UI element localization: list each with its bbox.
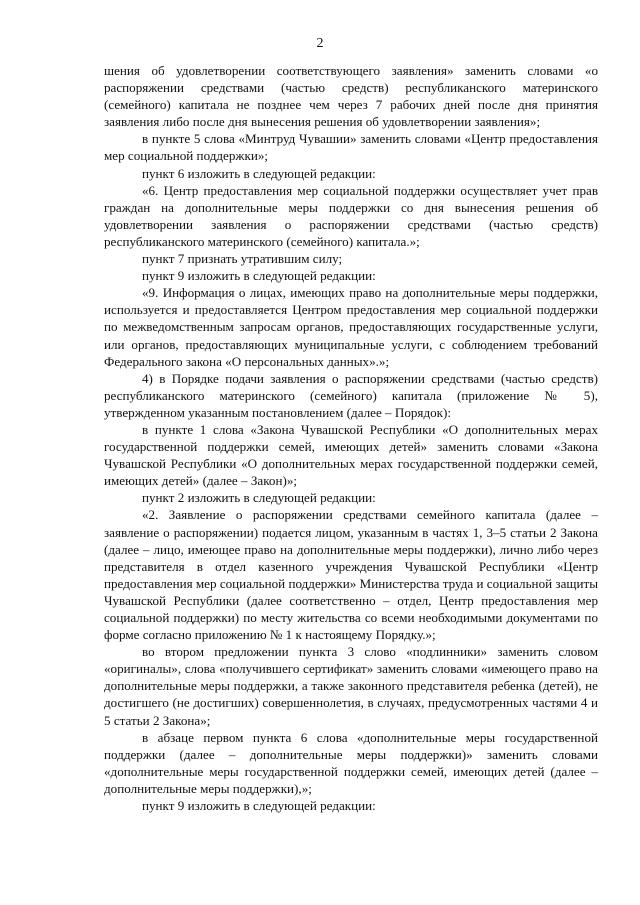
paragraph: пункт 9 изложить в следующей редакции: <box>142 268 376 284</box>
paragraph: «9. Информация о лицах, имеющих право на дополнительные меры поддержки, используется и предоставляется Центром предоставления мер социальной поддержки по межведомственным запросам органов, предоставляющих государственные услуги, или органов, предоставляющих муниципальные услуги, с соблюдением требований Федерального закона «О персональных данных».»; <box>104 285 598 369</box>
page-number: 2 <box>316 36 324 51</box>
paragraph: пункт 2 изложить в следующей редакции: <box>142 490 376 506</box>
paragraph: пункт 6 изложить в следующей редакции: <box>142 165 376 181</box>
paragraph: пункт 9 изложить в следующей редакции: <box>142 798 376 814</box>
document-body <box>104 62 598 814</box>
paragraph: во втором предложении пункта 3 слово «подлинники» заменить словом «оригиналы», слова «получившего сертификат» заменить словами «имеющего право на дополнительные меры поддержки, а также законного представителя ребенка (детей), не достигшего (не достигших) совершеннолетия, в случаях, предусмотренных частями 4 и 5 статьи 2 Закона»; <box>104 644 598 728</box>
paragraph: пункт 7 признать утратившим силу; <box>142 251 343 267</box>
paragraph: шения об удовлетворении соответствующего заявления» заменить словами «о распоряжении средствами (частью средств) республиканского материнского (семейного) капитала не позднее чем через 7 рабочих дней после дня принятия заявления либо после дня вынесения решения об удовлетворении заявления»; <box>104 63 598 130</box>
paragraph: в пункте 5 слова «Минтруд Чувашии» заменить словами «Центр предоставления мер социальной поддержки»; <box>104 131 598 164</box>
paragraph: в пункте 1 слова «Закона Чувашской Республики «О дополнительных мерах государственной поддержки семей, имеющих детей» заменить словами «Закона Чувашской Республики «О дополнительных мерах государственной поддержки семей, имеющих детей» (далее – Закон)»; <box>104 421 598 489</box>
paragraph: 4) в Порядке подачи заявления о распоряжении средствами (частью средств) республиканского материнского (семейного) капитала (приложение № 5), утвержденном указанным постановлением (далее – Порядок): <box>104 370 598 420</box>
paragraph: в абзаце первом пункта 6 слова «дополнительные меры государственной поддержки (далее – дополнительные меры поддержки)» заменить словами «дополнительные меры государственной поддержки семей, имеющих детей (далее – дополнительные меры поддержки),»; <box>104 729 598 796</box>
paragraph: «2. Заявление о распоряжении средствами семейного капитала (далее – заявление о распоряжении) подается лицом, указанным в частях 1, 3–5 статьи 2 Закона (далее – лицо, имеющее право на дополнительные меры поддержки), лично либо через представителя в отдел казенного учреждения Чувашской Республики «Центр предоставления мер социальной поддержки» Министерства труда и социальной защиты Чувашской Республики (далее соответственно – отдел, Центр предоставления мер социальной поддержки) по месту жительства со всеми необходимыми документами по форме согласно приложению № 1 к настоящему Порядку.»; <box>104 507 598 643</box>
paragraph: «6. Центр предоставления мер социальной поддержки осуществляет учет прав граждан на дополнительные меры поддержки со дня вынесения решения об удовлетворении заявления о распоряжении средствами (частью средств) республиканского материнского (семейного) капитала.»; <box>104 182 598 249</box>
